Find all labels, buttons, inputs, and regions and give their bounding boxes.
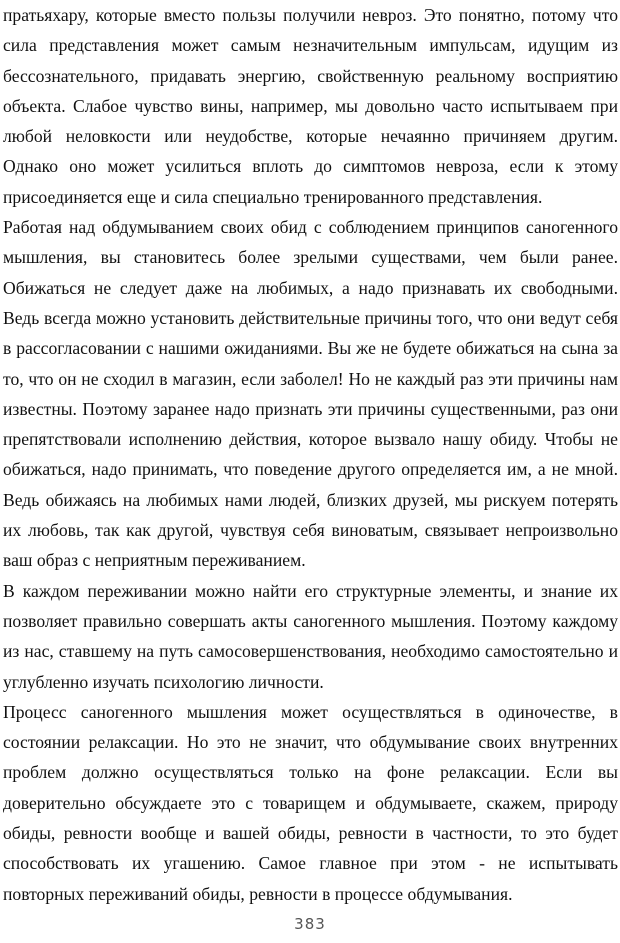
text-line: обиды, ревности вообще и вашей обиды, ревности в частности, то это будет xyxy=(3,823,618,844)
text-line: обижаться, надо принимать, что поведение другого определяется им, а не мной. xyxy=(3,459,618,480)
body-text xyxy=(3,0,618,909)
text-line: способствовать их угашению. Самое главное при этом - не испытывать xyxy=(3,853,618,874)
text-line: Обижаться не следует даже на любимых, а надо признавать их свободными. xyxy=(3,277,618,298)
text-line: В каждом переживании можно найти его структурные элементы, и знание их xyxy=(3,580,618,601)
text-line: доверительно обсуждаете это с товарищем и обдумываете, скажем, природу xyxy=(3,792,618,813)
text-line: известны. Поэтому заранее надо признать эти причины существенными, раз они xyxy=(3,398,618,419)
text-line: повторных переживаний обиды, ревности в процессе обдумывания. xyxy=(3,883,513,904)
text-line: препятствовали исполнению действия, которое вызвало нашу обиду. Чтобы не xyxy=(3,429,618,450)
text-line: то, что он не сходил в магазин, если заболел! Но не каждый раз эти причины нам xyxy=(3,368,618,389)
text-line: из нас, ставшему на путь самосовершенствования, необходимо самостоятельно и xyxy=(3,641,618,662)
text-line: пратьяхару, которые вместо пользы получили невроз. Это понятно, потому что xyxy=(3,5,618,25)
text-line: ваш образ с неприятным переживанием. xyxy=(3,550,306,571)
text-line: позволяет правильно совершать акты саногенного мышления. Поэтому каждому xyxy=(3,610,618,631)
text-line: любой неловкости или неудобстве, которые нечаянно причиняем другим. xyxy=(3,126,618,147)
text-line: Работая над обдумыванием своих обид с соблюдением принципов саногенного xyxy=(3,217,618,238)
text-line: Ведь обижаясь на любимых нами людей, близких друзей, мы рискуем потерять xyxy=(3,489,618,510)
text-line: Однако оно может усилиться вплоть до симптомов невроза, если к этому xyxy=(3,156,618,177)
text-line: их любовь, так как другой, чувствуя себя виноватым, связывает непроизвольно xyxy=(3,520,618,541)
text-line: бессознательного, придавать энергию, свойственную реальному восприятию xyxy=(3,65,618,86)
text-line: проблем должно осуществляться только на фоне релаксации. Если вы xyxy=(3,762,618,783)
text-line: углубленно изучать психологию личности. xyxy=(3,671,324,692)
text-line: сила представления может самым незначительным импульсам, идущим из xyxy=(3,35,618,56)
text-line: присоединяется еще и сила специально тренированного представления. xyxy=(3,186,543,207)
text-line: объекта. Слабое чувство вины, например, мы довольно часто испытываем при xyxy=(3,95,618,116)
text-line: состоянии релаксации. Но это не значит, что обдумывание своих внутренних xyxy=(3,732,618,753)
text-line: мышления, вы становитесь более зрелыми существами, чем были ранее. xyxy=(3,247,618,268)
text-line: Процесс саногенного мышления может осуществляться в одиночестве, в xyxy=(3,701,618,722)
text-line: Ведь всегда можно установить действительные причины того, что они ведут себя xyxy=(3,307,618,328)
page-number: 383 xyxy=(294,915,326,933)
text-line: в рассогласовании с нашими ожиданиями. Вы же не будете обижаться на сына за xyxy=(3,338,618,359)
